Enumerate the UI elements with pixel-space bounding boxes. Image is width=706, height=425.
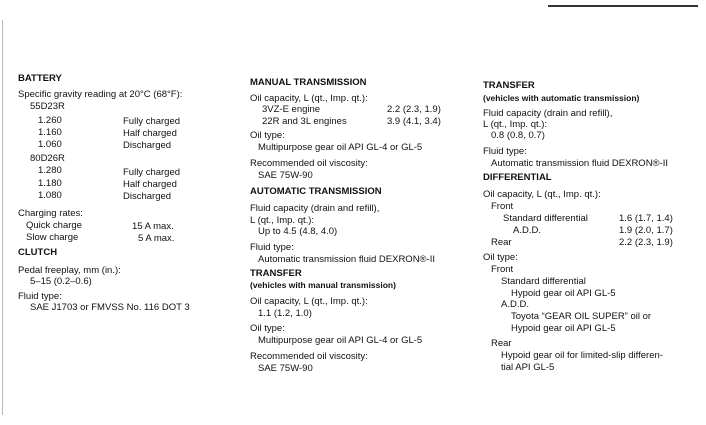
tm-oil-type-label: Oil type: — [250, 323, 285, 334]
ta-fluid-type-label: Fluid type: — [483, 146, 527, 157]
charging-rate-label: Quick charge — [26, 220, 82, 231]
transfer-auto-heading: TRANSFER — [483, 80, 535, 91]
sg-value: 1.160 — [38, 127, 62, 138]
diff-oil-capacity-label: Oil capacity, L (qt., Imp. qt.): — [483, 189, 601, 200]
pedal-freeplay-label: Pedal freeplay, mm (in.): — [18, 265, 121, 276]
charge-state: Discharged — [123, 140, 172, 151]
diff-type-add-value-1: Toyota “GEAR OIL SUPER” oil or — [511, 311, 652, 322]
at-fluid-type-label: Fluid type: — [250, 242, 294, 253]
specific-gravity-label: Specific gravity reading at 20°C (68°F): — [18, 89, 183, 100]
charging-rate-label: Slow charge — [26, 232, 79, 243]
battery-model-1: 55D23R — [30, 101, 65, 112]
differential-heading: DIFFERENTIAL — [483, 172, 552, 183]
at-fluid-capacity-unit: L (qt., Imp. qt.): — [250, 215, 315, 226]
ta-fluid-capacity-unit: L (qt., Imp. qt.): — [483, 119, 548, 130]
automatic-transmission-heading: AUTOMATIC TRANSMISSION — [250, 186, 382, 197]
diff-type-rear-value-1: Hypoid gear oil for limited-slip differen- — [501, 350, 663, 361]
diff-type-standard-label: Standard differential — [501, 276, 586, 287]
clutch-fluid-label: Fluid type: — [18, 291, 62, 302]
sg-value: 1.080 — [38, 190, 62, 201]
diff-standard-label: Standard differential — [503, 213, 588, 224]
mt-oil-capacity-label: Oil capacity, L (qt., Imp. qt.): — [250, 93, 368, 104]
charging-rates-label: Charging rates: — [18, 208, 83, 219]
mt-viscosity-label: Recommended oil viscosity: — [250, 158, 368, 169]
mt-engine-label: 22R and 3L engines — [262, 116, 347, 127]
sg-value: 1.280 — [38, 165, 62, 176]
pedal-freeplay-value: 5–15 (0.2–0.6) — [30, 276, 92, 287]
diff-front-label: Front — [491, 201, 514, 212]
tm-oil-type-value: Multipurpose gear oil API GL-4 or GL-5 — [258, 335, 423, 346]
diff-type-front-label: Front — [491, 264, 514, 275]
charge-state: Half charged — [123, 179, 177, 190]
diff-type-add-value-2: Hypoid gear oil API GL-5 — [511, 323, 616, 334]
transfer-auto-subheading: (vehicles with automatic transmission) — [483, 93, 640, 103]
mt-capacity-value: 3.9 (4.1, 3.4) — [387, 116, 441, 127]
mt-oil-type-label: Oil type: — [250, 130, 285, 141]
battery-heading: BATTERY — [18, 73, 62, 84]
at-fluid-capacity-label: Fluid capacity (drain and refill), — [250, 203, 380, 214]
charge-state: Fully charged — [123, 167, 181, 178]
mt-capacity-value: 2.2 (2.3, 1.9) — [387, 104, 441, 115]
diff-type-add-label: A.D.D. — [501, 299, 529, 310]
diff-add-value: 1.9 (2.0, 1.7) — [619, 225, 673, 236]
mt-oil-type-value: Multipurpose gear oil API GL-4 or GL-5 — [258, 142, 423, 153]
sg-value: 1.180 — [38, 178, 62, 189]
charge-state: Half charged — [123, 128, 177, 139]
tm-oil-capacity-label: Oil capacity, L (qt., Imp. qt.): — [250, 296, 368, 307]
clutch-fluid-value: SAE J1703 or FMVSS No. 116 DOT 3 — [30, 302, 190, 313]
charge-state: Fully charged — [123, 116, 181, 127]
diff-type-rear-value-2: tial API GL-5 — [501, 362, 555, 373]
diff-add-label: A.D.D. — [513, 225, 541, 236]
mt-viscosity-value: SAE 75W-90 — [258, 170, 313, 181]
diff-oil-type-label: Oil type: — [483, 252, 518, 263]
transfer-manual-subheading: (vehicles with manual transmission) — [250, 280, 396, 290]
tm-viscosity-value: SAE 75W-90 — [258, 363, 313, 374]
diff-type-rear-label: Rear — [491, 338, 512, 349]
diff-type-standard-value: Hypoid gear oil API GL-5 — [511, 288, 616, 299]
transfer-manual-heading: TRANSFER — [250, 268, 302, 279]
ta-fluid-capacity-label: Fluid capacity (drain and refill), — [483, 108, 613, 119]
mt-engine-label: 3VZ-E engine — [262, 104, 321, 115]
charging-rate-value: 15 A max. — [132, 221, 174, 232]
binding-edge — [2, 20, 3, 415]
diff-rear-value: 2.2 (2.3, 1.9) — [619, 237, 673, 248]
tm-oil-capacity-value: 1.1 (1.2, 1.0) — [258, 308, 312, 319]
top-rule — [548, 5, 698, 7]
at-fluid-type-value: Automatic transmission fluid DEXRON®-II — [258, 254, 435, 265]
diff-standard-value: 1.6 (1.7, 1.4) — [619, 213, 673, 224]
charging-rate-value: 5 A max. — [138, 233, 175, 244]
battery-model-2: 80D26R — [30, 153, 65, 164]
charge-state: Discharged — [123, 191, 172, 202]
sg-value: 1.060 — [38, 139, 62, 150]
at-fluid-capacity-value: Up to 4.5 (4.8, 4.0) — [258, 226, 338, 237]
manual-transmission-heading: MANUAL TRANSMISSION — [250, 77, 367, 88]
ta-fluid-capacity-value: 0.8 (0.8, 0.7) — [491, 130, 545, 141]
clutch-heading: CLUTCH — [18, 247, 58, 258]
ta-fluid-type-value: Automatic transmission fluid DEXRON®-II — [491, 158, 668, 169]
diff-rear-label: Rear — [491, 237, 512, 248]
tm-viscosity-label: Recommended oil viscosity: — [250, 351, 368, 362]
sg-value: 1.260 — [38, 115, 62, 126]
